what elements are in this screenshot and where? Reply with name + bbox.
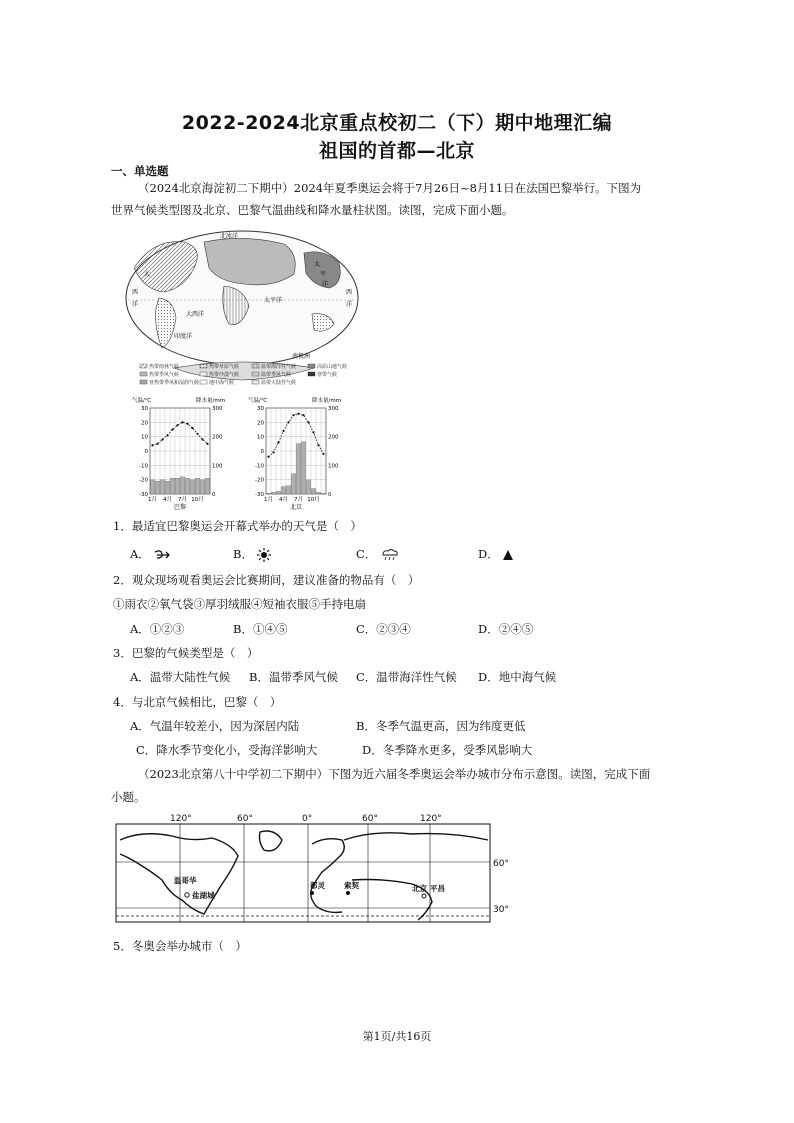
paris-month-tick: 4月 — [163, 497, 172, 503]
city-marker — [185, 893, 189, 897]
city-marker — [310, 891, 314, 895]
paris-temp-point — [176, 424, 178, 426]
lat-label-0: 60° — [493, 859, 509, 869]
intro-paragraph-2b: 小题。 — [111, 790, 146, 804]
city-label-pyeongchang: 平昌 — [430, 884, 445, 893]
beijing-temp-point — [282, 430, 284, 432]
paris-precip-tick: 300 — [212, 406, 223, 412]
hail-triangle-icon — [502, 549, 514, 561]
paris-precip-bar — [150, 480, 154, 494]
beijing-temp-tick: -20 — [255, 477, 264, 484]
beijing-month-tick: 7月 — [294, 497, 303, 503]
legend-item-8: 亚热带季风和湿润气候 — [149, 380, 200, 386]
paris-precip-tick: 200 — [212, 434, 223, 441]
beijing-temp-point — [272, 451, 274, 453]
map-label-4: 太平洋 — [264, 297, 283, 304]
legend-item-10: 温带大陆性气候 — [261, 380, 297, 386]
beijing-precip-tick: 100 — [328, 463, 339, 470]
paris-precip-bar — [165, 481, 169, 494]
doc-title-line2: 祖国的首都—北京 — [318, 140, 475, 162]
legend-swatch — [200, 372, 207, 376]
world-climate-map — [124, 228, 360, 390]
q1-option-c-label: C． — [356, 547, 377, 561]
lon-label-0: 120° — [170, 814, 192, 824]
city-marker — [346, 891, 350, 895]
legend-item-9: 地中海气候 — [209, 380, 235, 386]
intro-paragraph-1b: 世界气候类型图及北京、巴黎气温曲线和降水量柱状图。读图，完成下面小题。 — [111, 203, 514, 217]
paris-temp-tick: 20 — [141, 420, 148, 427]
paris-precip-bar — [155, 481, 159, 494]
beijing-temp-point — [302, 414, 304, 416]
q4-option-d[interactable]: D．冬季降水更多，受季风影响大 — [362, 743, 533, 757]
paris-precip-bar — [170, 478, 174, 494]
paris-precip-tick: 100 — [212, 463, 223, 470]
paris-city-name: 巴黎 — [173, 504, 187, 511]
q3-option-a[interactable]: A．温带大陆性气候 — [130, 670, 231, 684]
beijing-month-tick: 4月 — [279, 497, 288, 503]
beijing-precip-bar — [296, 444, 300, 494]
map-label-9: 平 — [320, 271, 327, 278]
legend-item-0: 热带雨林气候 — [149, 364, 180, 370]
paris-temp-point — [166, 434, 168, 436]
beijing-temp-point — [322, 453, 324, 455]
q1-option-d[interactable] — [478, 546, 514, 562]
beijing-precip-tick: 0 — [328, 492, 332, 498]
map-label-2: 西 — [132, 289, 139, 296]
beijing-precip-bar — [321, 493, 325, 494]
beijing-temp-tick: 30 — [257, 406, 264, 412]
sun-icon — [257, 548, 271, 562]
climate-charts — [132, 394, 354, 512]
question-1: 1．最适宜巴黎奥运会开幕式举办的天气是（ ） — [113, 519, 362, 533]
beijing-temp-axis-title: 气温/℃ — [248, 398, 268, 404]
beijing-month-tick: 10月 — [307, 497, 320, 503]
beijing-city-name: 北京 — [289, 504, 303, 511]
beijing-precip-bar — [316, 492, 320, 494]
beijing-temp-point — [277, 441, 279, 443]
paris-temp-tick: 30 — [141, 406, 148, 412]
question-2-items: ①雨衣②氧气袋③厚羽绒服④短袖衣服⑤手持电扇 — [113, 597, 366, 611]
beijing-temp-point — [307, 421, 309, 423]
legend-swatch — [308, 364, 315, 368]
map-label-3: 洋 — [132, 301, 139, 308]
city-marker — [422, 894, 426, 898]
q1-option-d-label: D． — [478, 547, 499, 561]
legend-swatch — [200, 364, 207, 368]
beijing-precip-bar — [271, 492, 275, 494]
legend-item-1: 热带草原气候 — [209, 364, 240, 370]
paris-precip-bar — [175, 478, 179, 494]
q3-option-c[interactable]: C．温带海洋性气候 — [356, 670, 457, 684]
q1-option-b-label: B． — [233, 547, 253, 561]
paris-precip-tick: 0 — [212, 492, 216, 498]
paris-precip-bar — [190, 480, 194, 494]
paris-temp-point — [196, 433, 198, 435]
beijing-precip-bar — [311, 489, 315, 494]
paris-temp-point — [186, 423, 188, 425]
paris-temp-tick: -10 — [139, 463, 148, 470]
beijing-precip-bar — [281, 487, 285, 494]
q3-option-b[interactable]: B．温带季风气候 — [249, 670, 338, 684]
legend-swatch — [200, 380, 207, 384]
legend-swatch — [308, 372, 315, 376]
beijing-temp-point — [267, 456, 269, 458]
paris-temp-tick: 10 — [141, 434, 148, 441]
beijing-temp-tick: 10 — [257, 434, 264, 441]
q2-option-c[interactable]: C．②③④ — [356, 622, 411, 636]
doc-title-line1: 2022-2024北京重点校初二（下）期中地理汇编 — [181, 112, 613, 134]
legend-item-4: 热带季风气候 — [149, 372, 180, 378]
question-2: 2．观众现场观看奥运会比赛期间，建议准备的物品有（ ） — [113, 573, 420, 587]
q1-option-c[interactable] — [356, 546, 400, 562]
paris-temp-tick: -20 — [139, 477, 148, 484]
beijing-temp-point — [317, 444, 319, 446]
question-3: 3．巴黎的气候类型是（ ） — [113, 646, 259, 660]
beijing-temp-tick: 20 — [257, 420, 264, 427]
map-label-12: 洋 — [346, 301, 353, 308]
q1-option-a-label: A． — [130, 547, 150, 561]
question-5: 5．冬奥会举办城市（ ） — [113, 939, 247, 953]
lon-label-4: 120° — [420, 814, 442, 824]
city-label-sochi: 索契 — [344, 881, 359, 890]
beijing-temp-tick: -30 — [255, 492, 264, 498]
beijing-precip-bar — [286, 486, 290, 494]
q4-option-c[interactable]: C．降水季节变化小，受海洋影响大 — [136, 743, 318, 757]
beijing-precip-tick: 300 — [328, 406, 339, 412]
paris-precip-bar — [185, 478, 189, 494]
map-label-10: 洋 — [322, 281, 329, 288]
legend-item-2: 温带海洋性气候 — [261, 364, 297, 370]
intro-paragraph-2a: （2023北京第八十中学初二下期中）下图为近六届冬季奥运会举办城市分布示意图。读图，完成下面 — [138, 767, 651, 781]
lon-label-3: 60° — [362, 814, 378, 824]
paris-temp-tick: 0 — [144, 449, 148, 455]
map-label-7: 南极洲 — [292, 353, 311, 360]
beijing-month-tick: 1月 — [264, 497, 273, 503]
beijing-precip-bar — [301, 442, 305, 494]
beijing-precip-tick: 200 — [328, 434, 339, 441]
city-label-turin: 都灵 — [310, 881, 325, 890]
paris-temp-tick: -30 — [139, 492, 148, 498]
legend-swatch — [140, 372, 147, 376]
map-label-11: 西 — [346, 289, 353, 296]
wind-icon — [153, 549, 171, 561]
paris-month-tick: 7月 — [178, 497, 187, 503]
paris-temp-point — [151, 444, 153, 446]
section-heading: 一、单选题 — [111, 164, 169, 178]
map-label-0: 北冰洋 — [220, 233, 239, 240]
q2-option-a[interactable]: A．①②③ — [130, 622, 185, 636]
city-label-salt-lake-city: 盐湖城 — [192, 891, 215, 900]
beijing-temp-point — [287, 421, 289, 423]
legend-swatch — [140, 364, 147, 368]
beijing-precip-bar — [291, 474, 295, 494]
paris-temp-point — [206, 443, 208, 445]
paris-month-tick: 10月 — [191, 497, 204, 503]
paris-temp-point — [191, 427, 193, 429]
city-label-vancouver: 温哥华 — [174, 876, 197, 885]
legend-swatch — [252, 380, 259, 384]
paris-temp-point — [161, 438, 163, 440]
q2-option-b[interactable]: B．①④⑤ — [233, 622, 288, 636]
lon-label-1: 60° — [237, 814, 253, 824]
beijing-precip-bar — [276, 491, 280, 494]
legend-swatch — [252, 364, 259, 368]
intro-paragraph-1a: （2024北京海淀初二下期中）2024年夏季奥运会将于7月26日~8月11日在法国巴黎举行。下图为 — [138, 181, 642, 195]
paris-temp-point — [201, 438, 203, 440]
beijing-precip-bar — [306, 480, 310, 494]
beijing-temp-point — [297, 413, 299, 415]
q4-option-a[interactable]: A．气温年较差小，因为深居内陆 — [130, 719, 300, 733]
map-label-8: 太 — [314, 261, 321, 268]
paris-precip-bar — [180, 477, 184, 494]
paris-precip-bar — [200, 480, 204, 494]
beijing-temp-tick: 0 — [260, 449, 264, 455]
legend-item-7: 寒带气候 — [317, 372, 338, 378]
beijing-temp-tick: -10 — [255, 463, 264, 470]
paris-precip-axis-title: 降水量/mm — [196, 398, 226, 404]
beijing-temp-point — [292, 414, 294, 416]
q3-option-d[interactable]: D．地中海气候 — [478, 670, 557, 684]
q2-option-d[interactable]: D．②④⑤ — [478, 622, 534, 636]
paris-precip-bar — [195, 478, 199, 494]
paris-temp-point — [171, 428, 173, 430]
paris-precip-bar — [160, 480, 164, 494]
q1-option-a[interactable] — [130, 546, 171, 562]
legend-item-6: 温带季风气候 — [261, 372, 292, 378]
map-label-5: 大西洋 — [186, 311, 205, 318]
beijing-temp-point — [312, 431, 314, 433]
beijing-precip-bar — [266, 493, 270, 494]
city-label-beijing: 北京 — [412, 884, 427, 893]
q1-option-b[interactable] — [233, 546, 271, 562]
paris-temp-axis-title: 气温/℃ — [132, 398, 152, 404]
legend-swatch — [140, 380, 147, 384]
rain-cloud-icon — [380, 548, 400, 562]
q4-option-b[interactable]: B．冬季气温更高，因为纬度更低 — [356, 719, 526, 733]
beijing-precip-axis-title: 降水量/mm — [312, 398, 342, 404]
paris-temp-point — [181, 421, 183, 423]
map-label-1: 大 — [144, 271, 151, 278]
lat-label-1: 30° — [493, 905, 509, 915]
olympic-cities-map — [112, 810, 512, 930]
map-label-6: 印度洋 — [174, 333, 193, 340]
paris-temp-point — [156, 443, 158, 445]
paris-month-tick: 1月 — [148, 497, 157, 503]
legend-item-3: 高原山地气候 — [317, 364, 348, 370]
paris-precip-bar — [205, 478, 209, 494]
lon-label-2: 0° — [302, 814, 313, 824]
legend-swatch — [252, 372, 259, 376]
page-footer: 第1页/共16页 — [362, 1030, 432, 1043]
question-4: 4．与北京气候相比，巴黎（ ） — [113, 695, 282, 709]
legend-item-5: 热带沙漠气候 — [209, 372, 240, 378]
